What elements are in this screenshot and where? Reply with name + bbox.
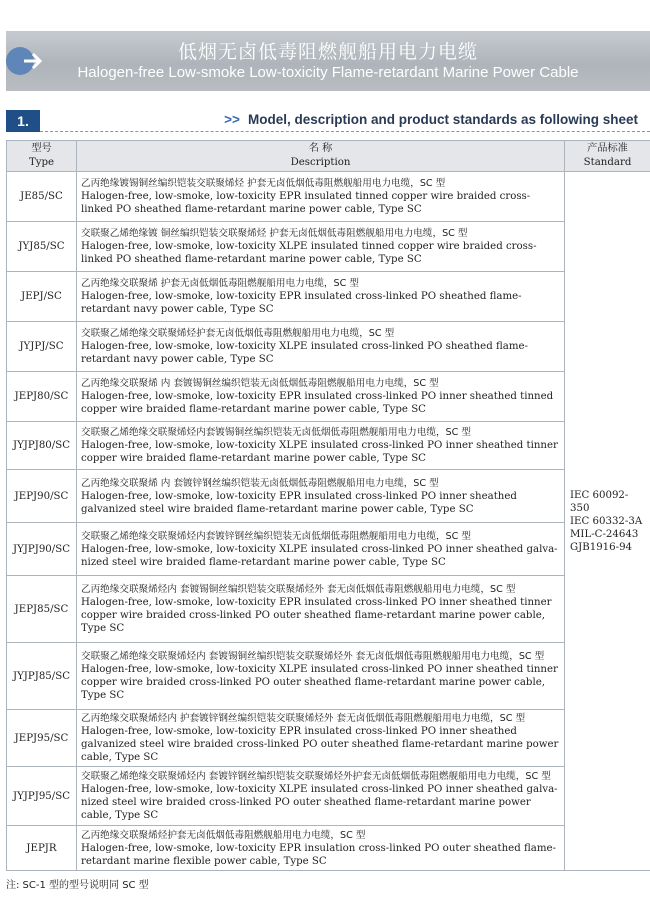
- description-en: Halogen-free, low-smoke, low-toxicity XLPE insulated tinned copper wire braided cross-linked PO sheathed flame-retardant marine power cable, Type SC: [81, 241, 537, 265]
- table-row: [7, 272, 650, 322]
- description-en: Halogen-free, low-smoke, low-toxicity EPR insulated cross-linked PO inner sheathed tinned copper wire braided flame-retardant marine power cable, Type SC: [81, 391, 554, 415]
- type-cell: JEPJ85/SC: [7, 576, 77, 643]
- description-cn: 乙丙绝缘交联聚烯烃护套无卤低烟低毒阻燃舰船用电力电缆，SC 型: [81, 829, 366, 841]
- description-cn: 乙丙绝缘交联聚烯 内 套镀锡铜丝编织铠装无卤低烟低毒阻燃舰船用电力电缆，SC 型: [81, 378, 439, 389]
- description-cell: [77, 576, 565, 643]
- description-cn: 交联聚乙烯绝缘交联聚烯烃护套无卤低烟低毒阻燃舰船用电力电缆，SC 型: [81, 328, 395, 339]
- description-cell: [77, 372, 565, 422]
- header-description: 名 称 Description: [77, 141, 565, 172]
- type-cell: JYJPJ95/SC: [7, 767, 77, 826]
- table-row: [7, 643, 650, 710]
- type-cell: JEPJ90/SC: [7, 470, 77, 523]
- section-title: [224, 112, 638, 127]
- standard-item: MIL-C-24643: [570, 528, 639, 540]
- type-cell: JYJPJ85/SC: [7, 643, 77, 710]
- page-title-en: Halogen-free Low-smoke Low-toxicity Flame-retardant Marine Power Cable: [77, 64, 579, 81]
- type-cell: JE85/SC: [7, 172, 77, 222]
- table-header-row: [7, 141, 650, 172]
- type-cell: JYJPJ/SC: [7, 322, 77, 372]
- standard-cell: [565, 172, 650, 871]
- table-row: [7, 710, 650, 767]
- description-en: Halogen-free, low-smoke, low-toxicity XLPE insulated cross-linked PO inner sheathed tinner copper wire braided cross-linked PO outer sheathed flame-retardant marine power cable, Type SC: [81, 664, 558, 701]
- description-cn: 乙丙绝缘交联聚烯 护套无卤低烟低毒阻燃舰船用电力电缆，SC 型: [81, 278, 359, 289]
- type-cell: JYJPJ80/SC: [7, 422, 77, 470]
- description-cn: 乙丙绝缘交联聚烯 内 套镀锌钢丝编织铠装无卤低烟低毒阻燃舰船用电力电缆，SC 型: [81, 477, 439, 489]
- description-en: Halogen-free, low-smoke, low-toxicity XLPE insulated cross-linked PO inner sheathed galva-nized steel wire braided flame-retardant marine power cable, Type SC: [81, 543, 558, 568]
- description-cell: [77, 826, 565, 871]
- description-en: Halogen-free, low-smoke, low-toxicity EPR insulated tinned copper wire braided cross-linked PO sheathed flame-retardant marine power cable, Type SC: [81, 191, 531, 215]
- description-cell: [77, 470, 565, 523]
- description-cn: 乙丙绝缘镀锡铜丝编织铠装交联聚烯烃 护套无卤低烟低毒阻燃舰船用电力电缆，SC 型: [81, 178, 446, 189]
- description-cn: 交联聚乙烯绝缘交联聚烯烃内套镀锌钢丝编织铠装无卤低烟低毒阻燃舰船用电力电缆，SC 型: [81, 530, 471, 542]
- type-cell: JYJPJ90/SC: [7, 523, 77, 576]
- description-en: Halogen-free, low-smoke, low-toxicity XLPE insulated cross-linked PO inner sheathed galva-nized steel wire braided cross-linked PO outer sheathed flame-retardant marine power cable, Type SC: [81, 784, 558, 821]
- description-cn: 乙丙绝缘交联聚烯烃内 套镀锡铜丝编织铠装交联聚烯烃外 套无卤低烟低毒阻燃舰船用电力电缆，SC 型: [81, 584, 516, 595]
- description-cell: [77, 767, 565, 826]
- description-en: Halogen-free, low-smoke, low-toxicity EPR insulated cross-linked PO inner sheathed tinner copper wire braided cross-linked PO outer sheathed flame-retardant marine power cable, Type SC: [81, 597, 552, 634]
- description-en: Halogen-free, low-smoke, low-toxicity EPR insulated cross-linked PO inner sheathed galvanized steel wire braided cross-linked PO outer sheathed flame-retardant marine power cable, Type SC: [81, 726, 559, 763]
- description-en: Halogen-free, low-smoke, low-toxicity XLPE insulated cross-linked PO sheathed flame-retardant navy power cable, Type SC: [81, 341, 528, 365]
- type-cell: JEPJ80/SC: [7, 372, 77, 422]
- description-cell: [77, 322, 565, 372]
- double-chevron-icon: >>: [224, 112, 240, 127]
- description-en: Halogen-free, low-smoke, low-toxicity EPR insulated cross-linked PO sheathed flame-retardant navy power cable, Type SC: [81, 291, 522, 315]
- table-row: [7, 172, 650, 222]
- description-cell: [77, 523, 565, 576]
- standard-item: IEC 60092-350: [570, 489, 629, 514]
- table-row: [7, 322, 650, 372]
- description-cell: [77, 172, 565, 222]
- footnote: 注: SC-1 型的型号说明同 SC 型: [6, 880, 149, 891]
- page-title-cn: 低烟无卤低毒阻燃舰船用电力电缆: [177, 41, 478, 63]
- description-cn: 交联聚乙烯绝缘镀 铜丝编织铠装交联聚烯烃 护套无卤低烟低毒阻燃舰船用电力电缆，SC 型: [81, 228, 468, 239]
- description-cn: 交联聚乙烯绝缘交联聚烯烃内 套镀锡铜丝编织铠装交联聚烯烃外 套无卤低烟低毒阻燃舰船用电力电缆，SC 型: [81, 651, 545, 662]
- type-cell: JEPJ/SC: [7, 272, 77, 322]
- table-row: [7, 422, 650, 470]
- description-en: Halogen-free, low-smoke, low-toxicity EPR insulation cross-linked PO outer sheathed flame-retardant marine flexible power cable, Type SC: [81, 842, 556, 867]
- description-cn: 乙丙绝缘交联聚烯烃内 护套镀锌钢丝编织铠装交联聚烯烃外 套无卤低烟低毒阻燃舰船用电力电缆，SC 型: [81, 713, 526, 724]
- type-cell: JYJ85/SC: [7, 222, 77, 272]
- section-title-text: Model, description and product standards as following sheet: [247, 112, 638, 127]
- cable-spec-table: [6, 140, 650, 871]
- description-cell: [77, 222, 565, 272]
- description-en: Halogen-free, low-smoke, low-toxicity XLPE insulated cross-linked PO inner sheathed tinner copper wire braided flame-retardant marine power cable, Type SC: [81, 440, 558, 464]
- table-row: [7, 826, 650, 871]
- title-banner: [6, 31, 650, 91]
- description-cell: [77, 643, 565, 710]
- type-cell: JEPJ95/SC: [7, 710, 77, 767]
- table-row: [7, 470, 650, 523]
- header-standard: 产品标准 Standard: [565, 141, 650, 172]
- description-cn: 交联聚乙烯绝缘交联聚烯烃内套镀锡铜丝编织铠装无卤低烟低毒阻燃舰船用电力电缆，SC 型: [81, 427, 471, 438]
- description-cell: [77, 272, 565, 322]
- description-cell: [77, 422, 565, 470]
- section-number-badge: 1.: [6, 110, 40, 132]
- standard-item: IEC 60332-3A: [570, 515, 643, 527]
- header-type: 型号 Type: [7, 141, 77, 172]
- table-row: [7, 576, 650, 643]
- table-row: [7, 523, 650, 576]
- description-cell: [77, 710, 565, 767]
- table-row: [7, 372, 650, 422]
- description-cn: 交联聚乙烯绝缘交联聚烯烃内 套镀锌钢丝编织铠装交联聚烯烃外护套无卤低烟低毒阻燃舰船用电力电缆，SC 型: [81, 771, 551, 782]
- section-divider: [40, 131, 650, 132]
- description-en: Halogen-free, low-smoke, low-toxicity EPR insulated cross-linked PO inner sheathed galvanized steel wire braided flame-retardant marine power cable, Type SC: [81, 490, 517, 515]
- type-cell: JEPJR: [7, 826, 77, 871]
- standard-item: GJB1916-94: [570, 541, 633, 553]
- table-row: [7, 767, 650, 826]
- table-row: [7, 222, 650, 272]
